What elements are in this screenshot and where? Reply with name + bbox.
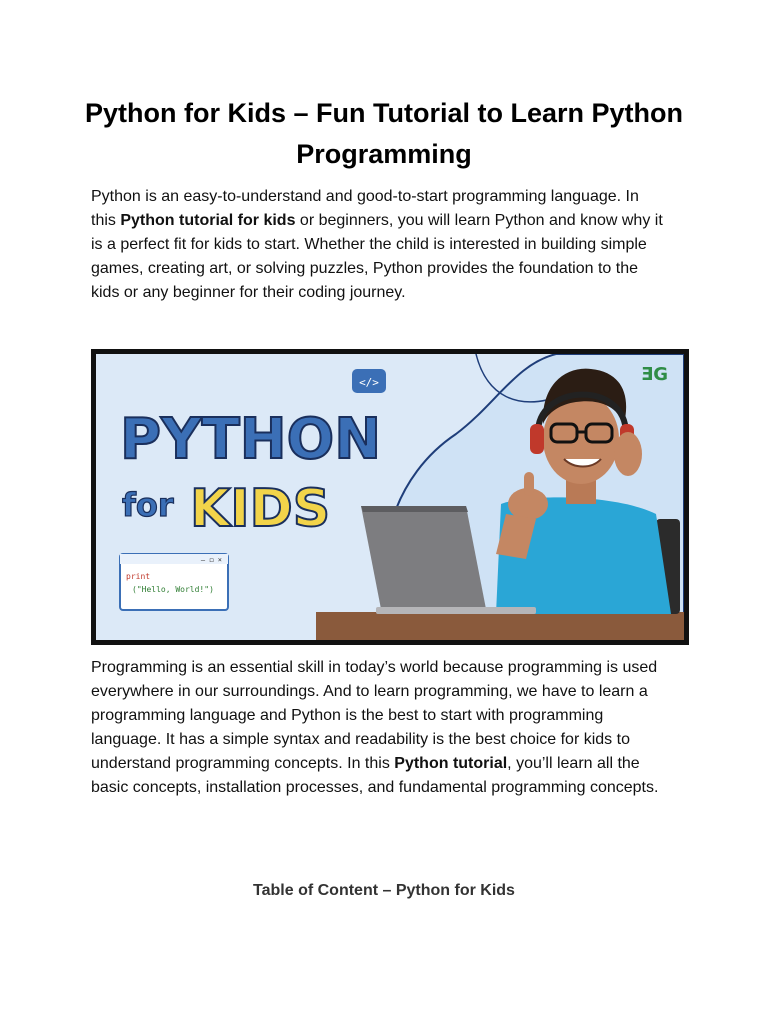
kids-word: KIDS bbox=[190, 479, 331, 539]
intro-line-5: kids or any beginner for their coding journey. bbox=[91, 284, 406, 301]
body-line-1: Programming is an essential skill in today’s world because programming is used bbox=[91, 659, 658, 676]
body-line-3: programming language and Python is the best to start with programming bbox=[91, 707, 604, 724]
title-line-2: Programming bbox=[296, 139, 472, 169]
code-tag-text: </> bbox=[359, 376, 379, 389]
intro-line-4: games, creating art, or solving puzzles, Python provides the foundation to the bbox=[91, 260, 638, 277]
banner-illustration bbox=[96, 354, 684, 640]
banner-image bbox=[96, 354, 684, 640]
body-bold-link: Python tutorial bbox=[394, 755, 508, 772]
window-controls: – ◻ × bbox=[200, 556, 222, 564]
body-paragraph bbox=[91, 656, 686, 800]
intro-line-3: is a perfect fit for kids to start. Whether the child is interested in building simple bbox=[91, 236, 647, 253]
body-line-5-post: , you’ll learn all the bbox=[507, 755, 640, 772]
desk bbox=[316, 612, 684, 640]
body-line-5-pre: understand programming concepts. In this bbox=[91, 755, 395, 772]
intro-bold-link: Python tutorial for kids bbox=[120, 212, 296, 229]
intro-line-2 bbox=[91, 209, 686, 233]
title-line-1: Python for Kids – Fun Tutorial to Learn Python bbox=[85, 98, 683, 128]
for-word: for bbox=[122, 486, 174, 524]
intro-line-1: Python is an easy-to-understand and good-to-start programming language. In bbox=[91, 188, 639, 205]
toc-heading: Table of Content – Python for Kids bbox=[253, 882, 515, 899]
brand-logo: ƎG bbox=[641, 364, 669, 385]
python-for-kids-banner bbox=[91, 349, 689, 645]
code-window bbox=[120, 554, 228, 610]
code-line-2: ("Hello, World!") bbox=[132, 585, 214, 594]
page-title bbox=[60, 93, 708, 175]
code-line-1: print bbox=[126, 572, 151, 581]
intro-line-2-post: or beginners, you will learn Python and know why it bbox=[295, 212, 663, 229]
code-tag-bubble bbox=[352, 369, 386, 393]
intro-line-2-pre: this bbox=[91, 212, 121, 229]
python-word: PYTHON bbox=[120, 407, 382, 472]
body-line-6: basic concepts, installation processes, and fundamental programming concepts. bbox=[91, 779, 659, 796]
body-line-2: everywhere in our surroundings. And to learn programming, we have to learn a bbox=[91, 683, 648, 700]
body-line-4: language. It has a simple syntax and readability is the best choice for kids to bbox=[91, 731, 630, 748]
intro-paragraph bbox=[91, 185, 686, 305]
body-line-5 bbox=[91, 752, 686, 776]
